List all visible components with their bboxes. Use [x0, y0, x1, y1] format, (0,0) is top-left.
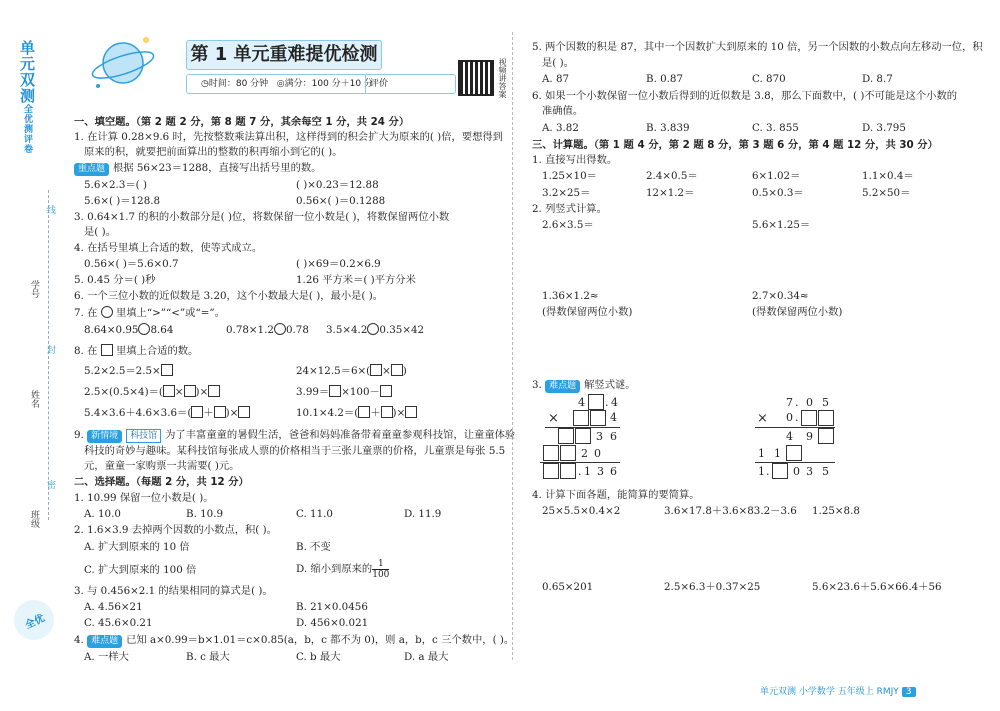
- q8-f: 10.1×4.2＝( ＋ )×: [296, 406, 417, 420]
- score-label: 评价: [365, 75, 413, 93]
- blank-square[interactable]: [101, 344, 113, 356]
- k1: 1. 直接写出得数。: [532, 154, 618, 166]
- q2-b: ( )×0.23＝12.88: [296, 179, 379, 191]
- answer-box[interactable]: [163, 385, 175, 397]
- cut-mark-1: 线: [45, 205, 55, 214]
- c1-a: A. 10.0: [84, 508, 121, 520]
- q9-tag-2: 科技馆: [126, 429, 161, 443]
- q4-a: 0.56×( )＝5.6×0.7: [84, 258, 179, 270]
- page-title: 第 1 单元重难提优检测: [186, 40, 382, 70]
- page-number: 3: [902, 687, 916, 697]
- answer-box[interactable]: [391, 364, 403, 376]
- binding-strip: [0, 0, 60, 711]
- q1-line-1: 1. 在计算 0.28×9.6 时，先按整数乘法算出积，这样得到的积会扩大为原来的( )倍，要想得到: [74, 131, 503, 143]
- q2: 重点题 根据 56×23＝1288，直接写出括号里的数。: [74, 161, 321, 176]
- cut-line: [48, 190, 49, 520]
- q2-a: 5.6×2.3＝( ): [84, 179, 147, 191]
- c5-d: D. 8.7: [862, 73, 893, 85]
- q7: 7. 在 里填上“>”“<”或“=”。: [74, 307, 225, 319]
- c6-a: A. 3.82: [542, 122, 579, 134]
- k2-d-note: (得数保留两位小数): [752, 306, 843, 318]
- worksheet-page: 单元双测全优测评卷 线 封 密 学号 姓名 班级 全优 第 1 单元重难提优检测 ◷时间：80 分钟 ◎满分：100 分＋10 分 评价 视频讲答案 一、填空题。（第 2 题 2 分，第 8 题 7 分，其余每空 1 分，共 24 分） 1. 在计算 0.28×9.6 时，先按整数乘法算出积，这样得到的积会扩大为原来的( )倍，要想得到 原来的积，就要把前面算出的整数的积再缩小到它的( )。 重点题 根据 56×23＝1288，直接写出括号里的数。 5.6×2.3＝( ) ( )×0.23＝12.88 5.6×( )＝128.8 0.56×( )＝0.1288 3. 0.64×1.7 的积的小数部分是( )位，将数保留一位小数是( )，将数保留两位小数 是( )。 4. 在括号里填上合适的数，使等式成立。 0.56×( )＝5.6×0.7 ( )×69＝0.2×6.9 5. 0.45 分＝( )秒 1.26 平方米＝( )平方分米 6. 一个三位小数的近似数是 3.20，这个小数最大是( )，最小是( )。 7. 在 里填上“>”“<”或“=”。 8.64×0.95 8.64 0.78×1.2 0.78 3.5×4.2 0.35×42 8. 在 里填上合适的数。 5.2×2.5＝2.5× 24×12.5＝6×( × ) 2.5×(0.5×4)＝( × )× 3.99＝ ×100－ 5.4×3.6＋4.6×3.6＝( ＋ )× 10.1×4.2＝( ＋ )× 9. 新情境 科技馆 为了丰富童童的暑假生活，爸爸和妈妈准备带着童童参观科技馆，让童童体验 科技的奇妙与趣味。某科技馆每张成人票的价格相当于三张儿童票的价格，儿童票是每张 5.5 元，童童一家购票一共需要( )元。 二、选择题。（每题 2 分，共 12 分） 1. 10.99 保留一位小数是( )。 A. 10.0 B. 10.9 C. 11.0 D. 11.9 2. 1.6×3.9 去掉两个因数的小数点，积( )。 A. 扩大到原来的 10 倍 B. 不变 C. 扩大到原来的 100 倍 D. 缩小到原来的 $\frac{1}{100}$ 3. 与 0.456×2.1 的结果相同的算式是( )。 A. 4.56×21 B. 21×0.0456 C. 45.6×0.21 D. 456×0.021 4. 难点题 已知 a×0.99＝b×1.01＝c×0.85(a，b，c 都不为 0)，则 a，b，c 三个数中，( )。 A. 一样大 B. c 最大 C. b 最大 D. a 最大 5. 两个因数的积是 87，其中一个因数扩大到原来的 10 倍，另一个因数的小数点向左移动一位，积 是( )。 A. 87 B. 0.87 C. 870 D. 8.7 6. 如果一个小数保留一位小数后得到的近似数是 3.8，那么下面数中，( )不可能是这个小数的 准确值。 A. 3.82 B. 3.839 C. 3. 855 D. 3.795 三、计算题。（第 1 题 4 分，第 2 题 8 分，第 3 题 6 分，第 4 题 12 分，共 30 分） 1. 直接写出得数。 1.25×10＝ 2.4×0.5＝ 6×1.02＝ 1.1×0.4＝ 3.2×25＝ 12×1.2＝ 0.5×0.3＝ 5.2×50＝ 2. 列竖式计算。 2.6×3.5＝ 5.6×1.25＝ 1.36×1.2≈ 2.7×0.34≈ (得数保留两位小数) (得数保留两位小数) 3. 难点题 解竖式谜。 4 . 4 × 4 3 6 2 0 . 1 3 6 7 . 0 5 × 0 . 4 9 1 1 1 . 0 3 5 4. 计算下面各题，能简算的要简算。 25×5.5×0.4×2 3.6×17.8＋3.6×83.2－3.6 1.25×8.8 0.65×201 2.5×6.3＋0.37×25 5.6×23.6＋5.6×66.4＋56 单元双测 小学数学 五年级上 RMJY 3: [0, 0, 1000, 711]
- c5-b: B. 0.87: [646, 73, 684, 85]
- column-divider: [512, 32, 513, 660]
- k2-d: 2.7×0.34≈: [752, 290, 809, 302]
- k4-r2-3: 5.6×23.6＋5.6×66.4＋56: [812, 581, 942, 593]
- c6-line-1: 6. 如果一个小数保留一位小数后得到的近似数是 3.8，那么下面数中，( )不可能是这个小数的: [532, 90, 958, 102]
- qr-code-icon[interactable]: [458, 60, 494, 96]
- full-score-text: 满分：100 分＋10 分: [284, 79, 373, 89]
- section-2-heading: 二、选择题。（每题 2 分，共 12 分）: [74, 476, 249, 488]
- k4-r2-2: 2.5×6.3＋0.37×25: [664, 581, 761, 593]
- puzzle-box[interactable]: [575, 428, 591, 444]
- q3-line-2: 是( )。: [84, 226, 116, 238]
- k4-r1-3: 1.25×8.8: [812, 505, 860, 517]
- q2-c: 5.6×( )＝128.8: [84, 195, 161, 207]
- answer-box[interactable]: [380, 385, 392, 397]
- answer-box[interactable]: [184, 385, 196, 397]
- k1-r1-2: 2.4×0.5＝: [646, 170, 698, 182]
- check-icon: ◎: [276, 79, 285, 89]
- answer-box[interactable]: [238, 406, 250, 418]
- c2-a: A. 扩大到原来的 10 倍: [84, 541, 190, 553]
- q2-d: 0.56×( )＝0.1288: [296, 195, 386, 207]
- c1-b: B. 10.9: [186, 508, 224, 520]
- answer-box[interactable]: [370, 364, 382, 376]
- brand-logo: 单元双测全优测评卷: [18, 40, 36, 154]
- q7-a: 8.64×0.95 8.64: [84, 324, 174, 336]
- c4-a: A. 一样大: [84, 651, 129, 663]
- c4-d: D. a 最大: [404, 651, 449, 663]
- answer-box[interactable]: [381, 406, 393, 418]
- puzzle-box[interactable]: [560, 445, 576, 461]
- c3: 3. 与 0.456×2.1 的结果相同的算式是( )。: [74, 585, 273, 597]
- c5-line-1: 5. 两个因数的积是 87，其中一个因数扩大到原来的 10 倍，另一个因数的小数点向左移动一位，积: [532, 41, 983, 53]
- compare-circle[interactable]: [274, 323, 286, 335]
- answer-box[interactable]: [329, 385, 341, 397]
- q9-line-2: 科技的奇妙与趣味。某科技馆每张成人票的价格相当于三张儿童票的价格，儿童票是每张 5.5: [84, 445, 506, 457]
- c6-c: C. 3. 855: [752, 122, 799, 134]
- c4: 4. 难点题 已知 a×0.99＝b×1.01＝c×0.85(a，b，c 都不为 0)，则 a，b，c 三个数中，( )。: [74, 634, 515, 646]
- q4-b: ( )×69＝0.2×6.9: [296, 258, 381, 270]
- k1-r1-3: 6×1.02＝: [752, 170, 801, 182]
- c2-c: C. 扩大到原来的 100 倍: [84, 564, 197, 576]
- c4-b: B. c 最大: [186, 651, 230, 663]
- q4: 4. 在括号里填上合适的数，使等式成立。: [74, 242, 263, 254]
- c6-line-2: 准确值。: [542, 105, 584, 117]
- c3-d: D. 456×0.021: [296, 617, 369, 629]
- blank-circle[interactable]: [101, 306, 113, 318]
- c2-d: D. 缩小到原来的 $\frac{1}{100}$: [296, 558, 390, 580]
- q6: 6. 一个三位小数的近似数是 3.20，这个小数最大是( )，最小是( )。: [74, 290, 384, 302]
- q8-a: 5.2×2.5＝2.5×: [84, 364, 173, 378]
- q8-c: 2.5×(0.5×4)＝( × )×: [84, 385, 220, 399]
- class-label: 班级: [29, 510, 39, 528]
- q3-line-1: 3. 0.64×1.7 的积的小数部分是( )位，将数保留一位小数是( )，将数保留两位小数: [74, 211, 450, 223]
- c4-tag: 难点题: [87, 635, 122, 648]
- k4-r2-1: 0.65×201: [542, 581, 594, 593]
- c3-a: A. 4.56×21: [84, 601, 143, 613]
- section-1-heading: 一、填空题。（第 2 题 2 分，第 8 题 7 分，其余每空 1 分，共 24 分）: [74, 116, 410, 128]
- k4-r1-1: 25×5.5×0.4×2: [542, 505, 621, 517]
- k1-r1-1: 1.25×10＝: [542, 170, 597, 182]
- c3-c: C. 45.6×0.21: [84, 617, 153, 629]
- answer-box[interactable]: [161, 364, 173, 376]
- c6-b: B. 3.839: [646, 122, 690, 134]
- c4-c: C. b 最大: [296, 651, 341, 663]
- q9-line-1: 9. 新情境 科技馆 为了丰富童童的暑假生活，爸爸和妈妈准备带着童童参观科技馆，让童童体验: [74, 429, 516, 441]
- answer-box[interactable]: [191, 406, 203, 418]
- puzzle-box[interactable]: [543, 463, 559, 479]
- qr-label: 视频讲答案: [498, 58, 507, 98]
- c5-line-2: 是( )。: [542, 57, 574, 69]
- puzzle-box[interactable]: [560, 463, 576, 479]
- cut-mark-2: 封: [45, 345, 55, 354]
- compare-circle[interactable]: [367, 323, 379, 335]
- answer-box[interactable]: [208, 385, 220, 397]
- q7-c: 3.5×4.2 0.35×42: [326, 324, 425, 336]
- q8-b: 24×12.5＝6×( × ): [296, 365, 407, 377]
- compare-circle[interactable]: [138, 323, 150, 335]
- q5-a: 5. 0.45 分＝( )秒: [74, 274, 156, 286]
- q2-tag: 重点题: [74, 163, 109, 176]
- k1-r2-4: 5.2×50＝: [862, 187, 911, 199]
- puzzle-box[interactable]: [558, 428, 574, 444]
- k1-r2-3: 0.5×0.3＝: [752, 187, 804, 199]
- k4-r1-2: 3.6×17.8＋3.6×83.2－3.6: [664, 505, 797, 517]
- q8-e: 5.4×3.6＋4.6×3.6＝( ＋ )×: [84, 406, 250, 420]
- answer-box[interactable]: [358, 406, 370, 418]
- q7-b: 0.78×1.2 0.78: [226, 324, 309, 336]
- k3: 3. 难点题 解竖式谜。: [532, 379, 636, 391]
- info-bar: [186, 74, 456, 94]
- rule-line: [755, 462, 835, 463]
- fraction: $\frac{1}{100}$: [372, 558, 390, 580]
- puzzle-box[interactable]: [786, 445, 802, 461]
- puzzle-box[interactable]: [590, 410, 606, 426]
- puzzle-box[interactable]: [818, 428, 834, 444]
- mascot-logo: 全优: [7, 593, 60, 646]
- k2-c-note: (得数保留两位小数): [542, 306, 633, 318]
- c2: 2. 1.6×3.9 去掉两个因数的小数点，积( )。: [74, 524, 277, 536]
- cut-mark-3: 密: [45, 480, 55, 489]
- clock-icon: ◷: [201, 79, 209, 89]
- c1: 1. 10.99 保留一位小数是( )。: [74, 492, 214, 504]
- planet-icon: [88, 28, 158, 98]
- k1-r1-4: 1.1×0.4＝: [862, 170, 914, 182]
- q8-d: 3.99＝ ×100－: [296, 385, 392, 399]
- puzzle-box[interactable]: [801, 410, 817, 426]
- c3-b: B. 21×0.0456: [296, 601, 368, 613]
- c6-d: D. 3.795: [862, 122, 906, 134]
- puzzle-box[interactable]: [588, 394, 604, 410]
- k2: 2. 列竖式计算。: [532, 203, 607, 215]
- puzzle-box[interactable]: [543, 445, 559, 461]
- q8: 8. 在 里填上合适的数。: [74, 345, 199, 357]
- c1-c: C. 11.0: [296, 508, 333, 520]
- k4: 4. 计算下面各题，能简算的要简算。: [532, 489, 700, 501]
- name-label: 姓名: [29, 390, 39, 408]
- q5-b: 1.26 平方米＝( )平方分米: [296, 274, 416, 286]
- k1-r2-1: 3.2×25＝: [542, 187, 591, 199]
- puzzle-box[interactable]: [573, 410, 589, 426]
- k2-c: 1.36×1.2≈: [542, 290, 599, 302]
- c5-c: C. 870: [752, 73, 786, 85]
- answer-box[interactable]: [214, 406, 226, 418]
- section-3-heading: 三、计算题。（第 1 题 4 分，第 2 题 8 分，第 3 题 6 分，第 4 题 12 分，共 30 分）: [532, 139, 938, 151]
- puzzle-box[interactable]: [818, 410, 834, 426]
- q9-tag: 新情境: [87, 430, 122, 443]
- c1-d: D. 11.9: [404, 508, 442, 520]
- k2-a: 2.6×3.5＝: [542, 219, 594, 231]
- page-footer: 单元双测 小学数学 五年级上 RMJY 3: [760, 684, 916, 697]
- c5-a: A. 87: [542, 73, 570, 85]
- time-text: 时间：80 分钟: [208, 79, 269, 89]
- puzzle-box[interactable]: [772, 463, 788, 479]
- student-no-label: 学号: [29, 280, 39, 298]
- q9-line-3: 元，童童一家购票一共需要( )元。: [84, 460, 240, 472]
- k3-tag: 难点题: [545, 380, 580, 393]
- k1-r2-2: 12×1.2＝: [646, 187, 695, 199]
- c2-b: B. 不变: [296, 541, 331, 553]
- k2-b: 5.6×1.25＝: [752, 219, 811, 231]
- q1-line-2: 原来的积，就要把前面算出的整数的积再缩小到它的( )。: [84, 146, 343, 158]
- answer-box[interactable]: [405, 406, 417, 418]
